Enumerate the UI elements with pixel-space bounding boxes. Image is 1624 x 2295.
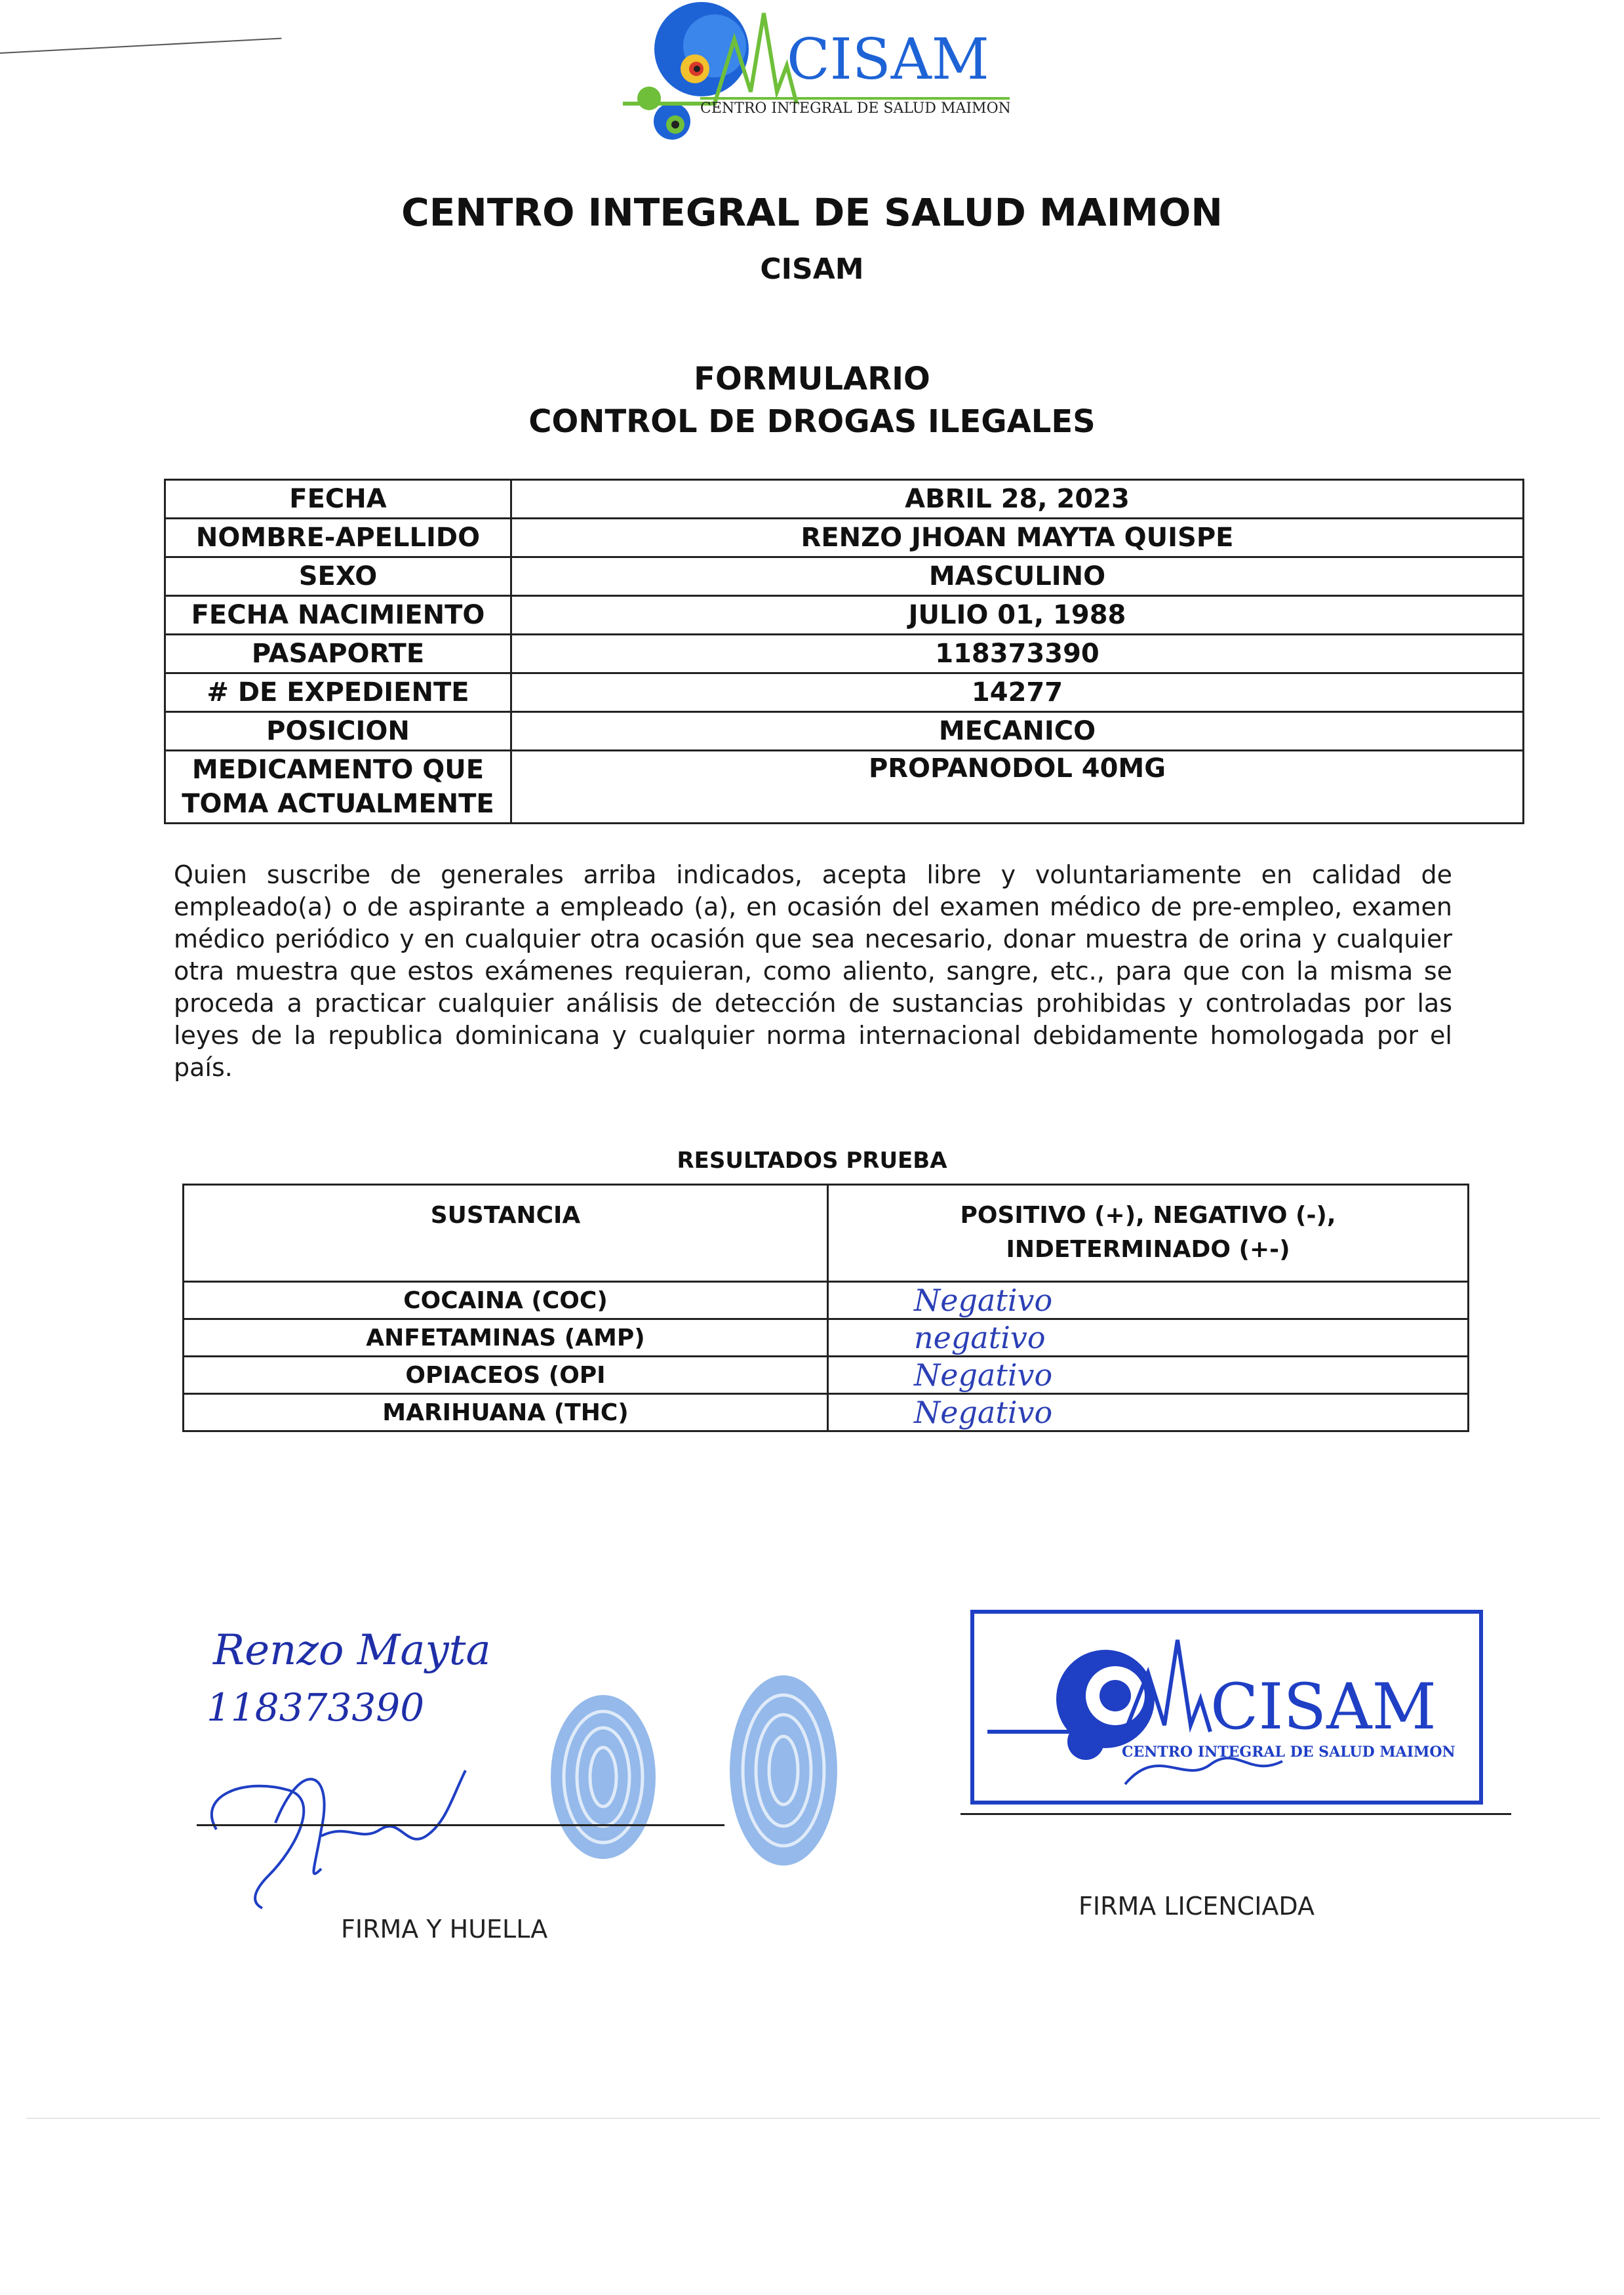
scan-line bbox=[26, 2118, 1600, 2119]
table-row bbox=[184, 1357, 1469, 1394]
substance-cell: MARIHUANA (THC) bbox=[184, 1394, 828, 1431]
logo-subtitle: CENTRO INTEGRAL DE SALUD MAIMON bbox=[700, 100, 1010, 117]
passport-label: PASAPORTE bbox=[165, 635, 511, 673]
stamp-subtitle: CENTRO INTEGRAL DE SALUD MAIMON bbox=[1122, 1744, 1456, 1761]
sex-value: MASCULINO bbox=[511, 557, 1524, 596]
substance-column-header: SUSTANCIA bbox=[184, 1185, 828, 1282]
form-label: FORMULARIO bbox=[694, 361, 930, 397]
name-value: RENZO JHOAN MAYTA QUISPE bbox=[511, 519, 1524, 557]
stamp-logo-icon bbox=[974, 1614, 1479, 1801]
form-title: CONTROL DE DROGAS ILEGALES bbox=[528, 403, 1096, 440]
organization-abbreviation: CISAM bbox=[760, 252, 864, 286]
table-row bbox=[165, 557, 1524, 596]
consent-paragraph: Quien suscribe de generales arriba indicados, acepta libre y voluntariamente en calidad de empleado(a) o de aspirante a empleado (a), en ocasión del examen médico de pre-empleo, examen médico periódico y en cualquier otra ocasión que sea necesario, donar muestra de orina y cualquier otra muestra que estos exámenes requieran, como aliento, sangre, etc., para que con la misma se proceda a practicar cualquier análisis de detección de sustancias prohibidas y controladas por las leyes de la republica dominicana y cualquier norma internacional debidamente homologada por el país. bbox=[174, 860, 1452, 1082]
table-header-row bbox=[184, 1185, 1469, 1282]
passport-value: 118373390 bbox=[511, 635, 1524, 673]
signature-fingerprint-label: FIRMA Y HUELLA bbox=[341, 1915, 548, 1944]
medication-label-line1: MEDICAMENTO QUE bbox=[191, 755, 485, 785]
name-label: NOMBRE-APELLIDO bbox=[165, 519, 511, 557]
table-row bbox=[165, 673, 1524, 712]
result-cell: Negativo bbox=[828, 1282, 1469, 1319]
cisam-logo-icon bbox=[623, 0, 1010, 151]
licensed-signature-label: FIRMA LICENCIADA bbox=[1079, 1892, 1315, 1921]
handwritten-passport: 118373390 bbox=[207, 1685, 425, 1730]
position-label: POSICION bbox=[165, 712, 511, 751]
official-stamp bbox=[970, 1610, 1483, 1805]
table-row bbox=[184, 1394, 1469, 1431]
signature-scribble bbox=[190, 1718, 485, 1915]
substance-cell: COCAINA (COC) bbox=[184, 1282, 828, 1319]
position-value: MECANICO bbox=[511, 712, 1524, 751]
substance-cell: ANFETAMINAS (AMP) bbox=[184, 1319, 828, 1357]
table-row bbox=[165, 712, 1524, 751]
fingerprint-icon bbox=[718, 1662, 849, 1879]
table-row bbox=[165, 480, 1524, 519]
scan-line bbox=[0, 37, 281, 54]
birth-date-label: FECHA NACIMIENTO bbox=[165, 596, 511, 635]
result-column-header-line1: POSITIVO (+), NEGATIVO (-), bbox=[960, 1202, 1336, 1229]
stamp-name: CISAM bbox=[1210, 1670, 1436, 1744]
handwritten-name: Renzo Mayta bbox=[213, 1626, 491, 1675]
table-row bbox=[165, 519, 1524, 557]
sex-label: SEXO bbox=[165, 557, 511, 596]
table-row bbox=[165, 751, 1524, 824]
result-column-header bbox=[828, 1185, 1469, 1282]
result-cell: Negativo bbox=[828, 1394, 1469, 1431]
table-row bbox=[165, 635, 1524, 673]
birth-date-value: JULIO 01, 1988 bbox=[511, 596, 1524, 635]
signature-line bbox=[197, 1824, 724, 1826]
file-number-value: 14277 bbox=[511, 673, 1524, 712]
results-heading: RESULTADOS PRUEBA bbox=[677, 1148, 947, 1174]
result-cell: Negativo bbox=[828, 1357, 1469, 1394]
logo-name: CISAM bbox=[787, 27, 989, 92]
results-table bbox=[182, 1184, 1469, 1432]
result-column-header-line2: INDETERMINADO (+-) bbox=[1006, 1236, 1290, 1263]
table-row bbox=[165, 596, 1524, 635]
date-label: FECHA bbox=[165, 480, 511, 519]
result-cell: negativo bbox=[828, 1319, 1469, 1357]
file-number-label: # DE EXPEDIENTE bbox=[165, 673, 511, 712]
medication-value: PROPANODOL 40MG bbox=[511, 751, 1524, 824]
medication-label-line2: TOMA ACTUALMENTE bbox=[182, 789, 494, 819]
table-row bbox=[184, 1282, 1469, 1319]
medication-label bbox=[165, 751, 511, 824]
organization-name: CENTRO INTEGRAL DE SALUD MAIMON bbox=[401, 190, 1223, 235]
substance-cell: OPIACEOS (OPI bbox=[184, 1357, 828, 1394]
date-value: ABRIL 28, 2023 bbox=[511, 480, 1524, 519]
cisam-logo bbox=[623, 0, 1010, 151]
table-row bbox=[184, 1319, 1469, 1357]
signature-line bbox=[961, 1813, 1511, 1815]
fingerprint-icon bbox=[538, 1679, 669, 1875]
patient-info-table bbox=[164, 479, 1524, 824]
